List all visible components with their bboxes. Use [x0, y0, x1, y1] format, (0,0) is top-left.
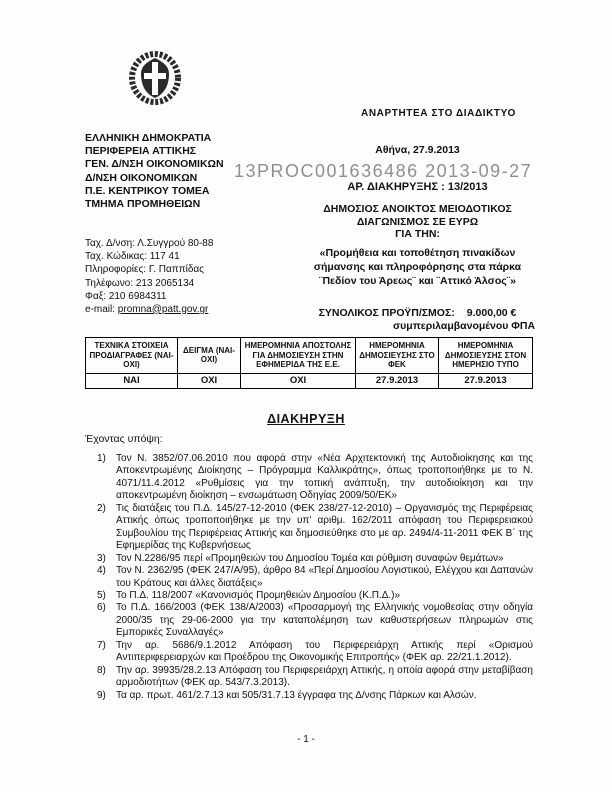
item-text: Τα αρ. πρωτ. 461/2.7.13 και 505/31.7.13 έγγραφα της Δ/νσης Πάρκων και Αλσών.: [116, 689, 477, 701]
list-item-5: [97, 590, 533, 602]
vat-note: συμπεριλαμβανομένου ΦΠΑ: [393, 320, 536, 332]
td-fek-date-value: 27.9.2013: [356, 373, 439, 388]
list-item-8: [97, 665, 533, 690]
contact-info-label: Πληροφορίες:: [85, 264, 147, 276]
document-heading: ΔΙΑΚΗΡΥΞΗ: [267, 412, 345, 426]
page-number: - 1 -: [297, 734, 315, 745]
contact-postcode-value: 117 41: [149, 251, 180, 263]
item-text: Το Π.Δ. 118/2007 «Κανονισμός Προμηθειών Δημοσίου (Κ.Π.Δ.)»: [116, 589, 401, 601]
item-text: Το Π.Δ. 166/2003 (ΦΕΚ 138/Α/2003) «Προσαρμογή της Ελληνικής νομοθεσίας στην οδηγία 2000/35 της 29-06-2000 για την καταπολέμηση των καθυστερήσεων πληρωμών στις Εμπορικές Συναλλαγές»: [116, 602, 533, 639]
contact-info-row: [85, 263, 300, 276]
item-text: Τον Ν. 3852/07.06.2010 που αφορά στην «Νέα Αρχιτεκτονική της Αυτοδιοίκησης και της Αποκεντρωμένης Διοίκησης – Πρόγραμμα Καλλικράτης», όπως τροποποιήθηκε με το Ν. 4071/11.4.2012 «Ρυθμίσεις για την τοπική ανάπτυξη, την αυτοδιοίκηση και την αποκεντρωμένη διοίκηση – ενσωμάτωση Οδηγίας 2009/50/ΕΚ»: [116, 453, 533, 502]
authority-line-directorate: Δ/ΝΣΗ ΟΙΚΟΝΟΜΙΚΩΝ: [85, 171, 198, 184]
item-text: Την αρ. 39935/28.2.13 Απόφαση του Περιφερειάρχη Αττικής, η οποία αφορά στην μεταβίβαση αρμοδιοτήτων (ΦΕΚ αρ. 543/7.3.2013).: [116, 664, 533, 689]
budget-label: ΣΥΝΟΛΙΚΟΣ ΠΡΟΫΠ/ΣΜΟΣ:: [318, 307, 455, 319]
td-eu-journal-value: ΟΧΙ: [241, 373, 356, 388]
item-text: Την αρ. 5686/9.1.2012 Απόφαση του Περιφερειάρχη Αττικής περί «Ορισμού Αντιπεριφερειαρχών και Προέδρου της Οικονομικής Επιτροπής» (ΦΕΚ αρ. 22/21.1.2012).: [116, 639, 533, 664]
legal-references-list: [97, 453, 533, 702]
tender-subject: «Προμήθεια και τοποθέτηση πινακίδων σήμανσης και πληροφόρησης στα πάρκα ¨Πεδίον του Άρεως¨ και ¨Αττικό Άλσος¨»: [313, 247, 522, 288]
th-press-date: ΗΜΕΡΟΜΗΝΙΑ ΔΗΜΟΣΙΕΥΣΗΣ ΣΤΟΝ ΗΜΕΡΗΣΙΟ ΤΥΠΟ: [439, 338, 533, 374]
contact-fax-value: 210 6984311: [108, 290, 167, 302]
item-number: 3): [97, 552, 106, 564]
contact-info-value: Γ. Παππίδας: [148, 264, 204, 276]
th-sample: ΔΕΙΓΜΑ (ΝΑΙ-ΟΧΙ): [178, 338, 241, 374]
greek-coat-of-arms-icon: [127, 50, 183, 106]
preamble-intro: Έχοντας υπόψη:: [85, 433, 163, 445]
authority-line-region: ΠΕΡΙΦΕΡΕΙΑ ΑΤΤΙΚΗΣ: [85, 145, 197, 158]
item-number: 9): [97, 689, 106, 701]
contact-phone-row: [85, 277, 300, 290]
city-date-line: Αθήνα, 27.9.2013: [375, 144, 460, 156]
contact-address-value: Λ.Συγγρού 80-88: [137, 238, 214, 250]
list-item-3: [97, 553, 533, 565]
procurement-watermark: 13PROC001636486 2013-09-27: [234, 161, 533, 181]
th-fek-date: ΗΜΕΡΟΜΗΝΙΑ ΔΗΜΟΣΙΕΥΣΗΣ ΣΤΟ ΦΕΚ: [356, 338, 439, 374]
publish-notice: ΑΝΑΡΤΗΤΕΑ ΣΤΟ ΔΙΑΔΙΚΤΥΟ: [361, 108, 516, 119]
contact-postcode-row: [85, 250, 300, 263]
publication-info-table: [85, 337, 533, 389]
authority-line-gen-directorate: ΓΕΝ. Δ/ΝΣΗ ΟΙΚΟΝΟΜΙΚΩΝ: [85, 158, 224, 171]
issuing-authority-block: [85, 132, 300, 316]
contact-block: [85, 237, 300, 316]
authority-line-sector: Π.Ε. ΚΕΝΤΡΙΚΟΥ ΤΟΜΕΑ: [85, 184, 210, 197]
authority-line-department: ΤΜΗΜΑ ΠΡΟΜΗΘΕΙΩΝ: [85, 198, 201, 211]
tender-for-label: ΓΙΑ ΤΗΝ:: [395, 228, 440, 241]
item-number: 8): [97, 664, 106, 676]
table-row: [86, 373, 533, 388]
item-text: Τις διατάξεις του Π.Δ. 145/27-12-2010 (ΦΕΚ 238/27-12-2010) – Οργανισμός της Περιφέρειας Αττικής όπως τροποποιήθηκε με την υπ' αριθμ. 162/2011 απόφαση του Περιφερειακού Συμβουλίου της Περιφέρειας Αττικής και δημοσιεύθηκε στο με αρ. 2494/4-11-2011 ΦΕΚ Β΄ της Εφημερίδας της Κυβερνήσεως: [116, 502, 533, 552]
item-text: Τον Ν. 2362/95 (ΦΕΚ 247/Α/95), άρθρο 84 «Περί Δημοσίου Λογιστικού, Ελέγχου και Δαπανών του Κράτους και άλλες διατάξεις»: [116, 565, 533, 589]
item-text: Τον Ν.2286/95 περί «Προμηθειών του Δημοσίου Τομέα και ρύθμιση συναφών θεμάτων»: [116, 552, 504, 564]
list-item-6: [97, 602, 533, 639]
contact-phone-label: Τηλέφωνο:: [85, 277, 134, 289]
list-item-2: [97, 503, 533, 553]
contact-address-row: [85, 237, 300, 250]
item-number: 5): [97, 589, 106, 601]
contact-fax-label: Φαξ:: [85, 290, 107, 302]
contact-email-label: e-mail:: [85, 303, 116, 315]
email-link[interactable]: promna@patt.gov.gr: [117, 303, 209, 315]
contact-phone-value: 213 2065134: [135, 277, 195, 289]
list-item-1: [97, 453, 533, 503]
budget-line: [301, 307, 534, 319]
tender-type: ΔΗΜΟΣΙΟΣ ΑΝΟΙΚΤΟΣ ΜΕΙΟΔΟΤΙΚΟΣ ΔΙΑΓΩΝΙΣΜΟΣ ΣΕ ΕΥΡΩ: [323, 203, 512, 228]
tender-type-block: [301, 203, 534, 241]
contact-email-row: [85, 303, 300, 316]
contact-address-label: Ταχ. Δ/νση:: [85, 238, 136, 250]
table-header-row: [86, 338, 533, 374]
list-item-9: [97, 690, 533, 702]
td-sample-value: ΟΧΙ: [178, 373, 241, 388]
item-number: 1): [97, 453, 106, 464]
contact-fax-row: [85, 290, 300, 303]
tender-number: ΑΡ. ΔΙΑΚΗΡΥΞΗΣ : 13/2013: [347, 181, 488, 193]
budget-amount: 9.000,00 €: [466, 307, 517, 319]
td-press-date-value: 27.9.2013: [439, 373, 533, 388]
list-item-4: [97, 565, 533, 590]
item-number: 6): [97, 602, 106, 614]
item-number: 7): [97, 639, 106, 651]
contact-postcode-label: Ταχ. Κώδικας:: [85, 251, 147, 263]
item-number: 4): [97, 565, 106, 577]
list-item-7: [97, 640, 533, 665]
item-number: 2): [97, 502, 106, 514]
th-technical-specs: ΤΕΧΝΙΚΑ ΣΤΟΙΧΕΙΑ ΠΡΟΔΙΑΓΡΑΦΕΣ (ΝΑΙ-ΟΧΙ): [86, 338, 178, 374]
th-eu-journal-date: ΗΜΕΡΟΜΗΝΙΑ ΑΠΟΣΤΟΛΗΣ ΓΙΑ ΔΗΜΟΣΙΕΥΣΗ ΣΤΗΝ ΕΦΗΜΕΡΙΔΑ ΤΗΣ Ε.Ε.: [241, 338, 356, 374]
td-technical-specs-value: ΝΑΙ: [86, 373, 178, 388]
authority-line-republic: ΕΛΛΗΝΙΚΗ ΔΗΜΟΚΡΑΤΙΑ: [85, 132, 212, 144]
